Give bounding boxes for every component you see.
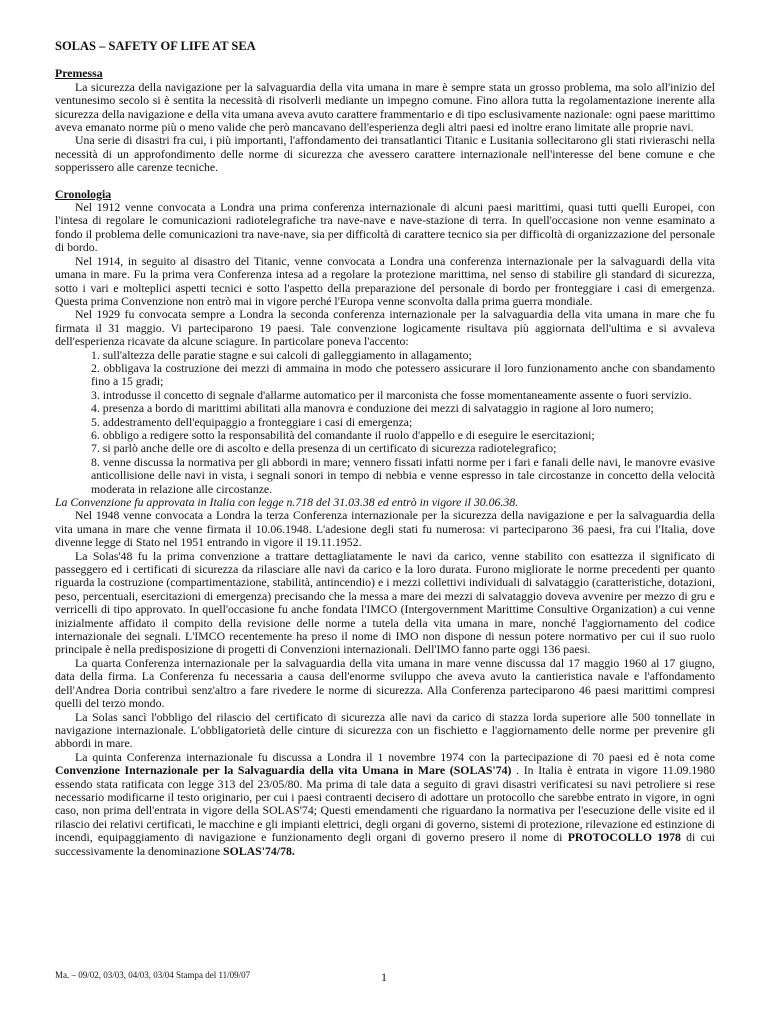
document-page xyxy=(55,40,715,871)
premessa-paragraph-1: La sicurezza della navigazione per la salvaguardia della vita umana in mare è sempre stata un grosso problema, ma solo all'inizio del ventunesimo secolo si è sentita la necessità di risolverli mediante un impegno comune. Fino allora tutta la regolamentazione inerente alla sicurezza della navigazione e della vita umana aveva avuto carattere frammentario e di tipo esclusivamente nazionale: ogni paese marittimo aveva emanato norme più o meno valide che però mancavano dell'esperienza degli altri paesi ed inoltre erano limitate alle proprie navi. xyxy=(55,79,715,135)
list-item: 7. si parlò anche delle ore di ascolto e della presenza di un certificato di sicurezza radiotelegrafico; xyxy=(91,441,557,456)
text-span: La quinta Conferenza internazionale fu discussa a Londra il 1 novembre 1974 con la partecipazione di 70 paesi ed è nota come xyxy=(75,749,715,764)
section-heading-premessa: Premessa xyxy=(55,66,103,81)
bold-protocol-name: PROTOCOLLO 1978 xyxy=(567,830,681,845)
document-title: SOLAS – SAFETY OF LIFE AT SEA xyxy=(55,39,256,53)
list-item: 4. presenza a bordo di marittimi abilitati alla manovra e conduzione dei mezzi di salvataggio in ragione al loro numero; xyxy=(91,401,654,416)
list-item: 5. addestramento dell'equipaggio a fronteggiare i casi di emergenza; xyxy=(91,414,413,429)
text-span: . In Italia è entrata in vigore 11.09.1980 essendo stata ratificata con legge 313 del 23/05/80. Ma prima di tale data a seguito di gravi disastri verificatesi su navi petroliere si rese necessario modificarne il testo originario, per cui i paesi contraenti decisero di adottare un protocollo che sarebbe entrato in vigore, in ogni caso, non prima dell'entrata in vigore della SOLAS'74; Questi emendamenti che riguardano la normativa per l'esecuzione delle visite ed il rilascio dei relativi certificati, le macchine e gli impianti elettrici, degli organi di governo, sistemi di protezione, rilevazione ed estinzione di incendi, equipaggiamento di navigazione e funzionamento degli organi di governo presero il nome di xyxy=(55,763,716,845)
bold-solas-name: SOLAS'74/78. xyxy=(223,843,295,858)
list-item: 6. obbligo a redigere sotto la responsabilità del comandante il ruolo d'appello e di eseguire le esercitazioni; xyxy=(91,427,595,442)
list-item: 1. sull'altezza delle paratie stagne e sui calcoli di galleggiamento in allagamento; xyxy=(91,347,472,362)
list-item: 2. obbligava la costruzione dei mezzi di ammaina in modo che potessero assicurare il loro funzionamento anche con sbandamento fino a 15 gradi; xyxy=(91,360,715,389)
section-cronologia xyxy=(55,188,715,858)
text-span: di cui successivamente la denominazione xyxy=(55,830,715,858)
cronologia-paragraph-1974 xyxy=(55,751,715,858)
footer-print-info: Ma. – 09/02, 03/03, 04/03, 03/04 Stampa del 11/09/07 xyxy=(55,970,251,980)
page-number: 1 xyxy=(381,970,387,984)
cronologia-paragraph-1912: Nel 1912 venne convocata a Londra una prima conferenza internazionale di alcuni paesi marittimi, quasi tutti quelli Europei, con l'intesa di regolare le comunicazioni radiotelegrafiche tra nave-nave e nave-stazione di terra. In quell'occasione non venne esaminato a fondo il problema delle comunicazioni tra nave-nave, sia per difficoltà di carattere tecnico sia per difficoltà di organizzazione del personale di bordo. xyxy=(55,200,715,255)
cronologia-paragraph-1960: La quarta Conferenza internazionale per la salvaguardia della vita umana in mare venne discussa dal 17 maggio 1960 al 17 giugno, data della firma. La Conferenza fu necessaria a causa dell'enorme sviluppo che aveva avuto la cantieristica navale e l'affondamento dell'Andrea Doria contribuì senz'altro a fare rivedere le norme di sicurezza. Alla Conferenza parteciparono 46 paesi marittimi compresi quelli del terzo mondo. xyxy=(55,655,715,711)
bold-convention-name: Convenzione Internazionale per la Salvaguardia della vita Umana in Mare (SOLAS'74) xyxy=(55,763,512,778)
list-item: 3. introdusse il concetto di segnale d'allarme automatico per il marconista che fosse momentaneamente assente o fuori servizio. xyxy=(91,387,692,402)
page-footer xyxy=(55,970,715,984)
section-premessa xyxy=(55,67,715,174)
cronologia-paragraph-solas48: La Solas'48 fu la prima convenzione a trattare dettagliatamente le navi da carico, venne stabilito con esattezza il significato di passeggero ed i certificati di sicurezza da rilasciare alle navi da carico e la loro durata. Furono migliorate le norme precedenti per quanto riguarda la costruzione (compartimentazione, stabilità, antincendio) e i mezzi collettivi individuali di salvataggio (caratteristiche, dotazioni, peso, percentuali, esercitazioni di emergenza) precisando che la messa a mare dei mezzi di salvataggio doveva avvenire per mezzo di gru e verricelli di tipo approvato. In quell'occasione fu anche fondata l'IMCO (Intergovernment Marittime Consultive Organization) a cui venne inizialmente affidato il compito della revisione delle norme a tutela della vita umana in mare, nonché l'aggiornamento del codice internazionale dei segnali. L'IMCO recentemente ha preso il nome di IMO non dispone di nessun potere normativo per cui il suo ruolo principale è nella predisposizione di progetti di Convenzioni internazionali. Dell'IMO fanno parte oggi 136 paesi. xyxy=(55,548,715,657)
cronologia-paragraph-1948: Nel 1948 venne convocata a Londra la terza Conferenza internazionale per la sicurezza della navigazione e per la salvaguardia della vita umana in mare che venne firmata il 10.06.1948. L'adesione degli stati fu numerosa: vi parteciparono 36 paesi, fra cui l'Italia, dove divenne legge di Stato nel 1951 entrando in vigore il 19.11.1952. xyxy=(55,508,715,550)
cronologia-paragraph-solas-certificate: La Solas sancì l'obbligo del rilascio del certificato di sicurezza alle navi da carico di stazza lorda superiore alle 500 tonnellate in navigazione internazionale. L'obbligatorietà delle cinture di sicurezza con un fischietto e l'aggiornamento delle norme per prevenire gli abbordi in mare. xyxy=(55,709,715,751)
premessa-paragraph-2: Una serie di disastri fra cui, i più importanti, l'affondamento dei transatlantici Titanic e Lusitania sollecitarono gli stati rivieraschi nella necessità di un approfondimento delle norme di sicurezza che avessero carattere internazionale nell'interesse del bene comune e che sopperissero alle carenze tecniche. xyxy=(55,133,715,175)
cronologia-paragraph-1914: Nel 1914, in seguito al disastro del Titanic, venne convocata a Londra una conferenza internazionale per la salvaguardi della vita umana in mare. Fu la prima vera Conferenza intesa ad a regolare la protezione marittima, nel senso di stabilire gli standard di sicurezza, sotto i vari e molteplici aspetti tecnici e sotto l'aspetto della preparazione del personale di bordo per fronteggiare i casi di emergenza. Questa prima Convenzione non entrò mai in vigore perché l'Europa venne sconvolta dalla prima guerra mondiale. xyxy=(55,253,715,308)
cronologia-paragraph-1929: Nel 1929 fu convocata sempre a Londra la seconda conferenza internazionale per la salvaguardia della vita umana in mare che fu firmata il 31 maggio. Vi parteciparono 19 paesi. Tale convenzione logicamente risultava più aggiornata dell'ultima e si avvaleva dell'esperienza ricavate da alcune sciagure. In particolare poneva l'accento: xyxy=(55,307,715,349)
list-item: 8. venne discussa la normativa per gli abbordi in mare; vennero fissati infatti norme per i fari e fanali delle navi, le manovre evasive anticollisione delle navi in vista, i segnali sonori in tempo di nebbia e venne espresso in tale circostanze in concetto della velocità moderata in relazione alle circostanze. xyxy=(91,454,715,496)
italic-law-note: La Convenzione fu approvata in Italia con legge n.718 del 31.03.38 ed entrò in vigore il 30.06.38. xyxy=(55,495,519,509)
list-1929-provisions xyxy=(55,349,715,496)
section-heading-cronologia: Cronologia xyxy=(55,186,112,201)
